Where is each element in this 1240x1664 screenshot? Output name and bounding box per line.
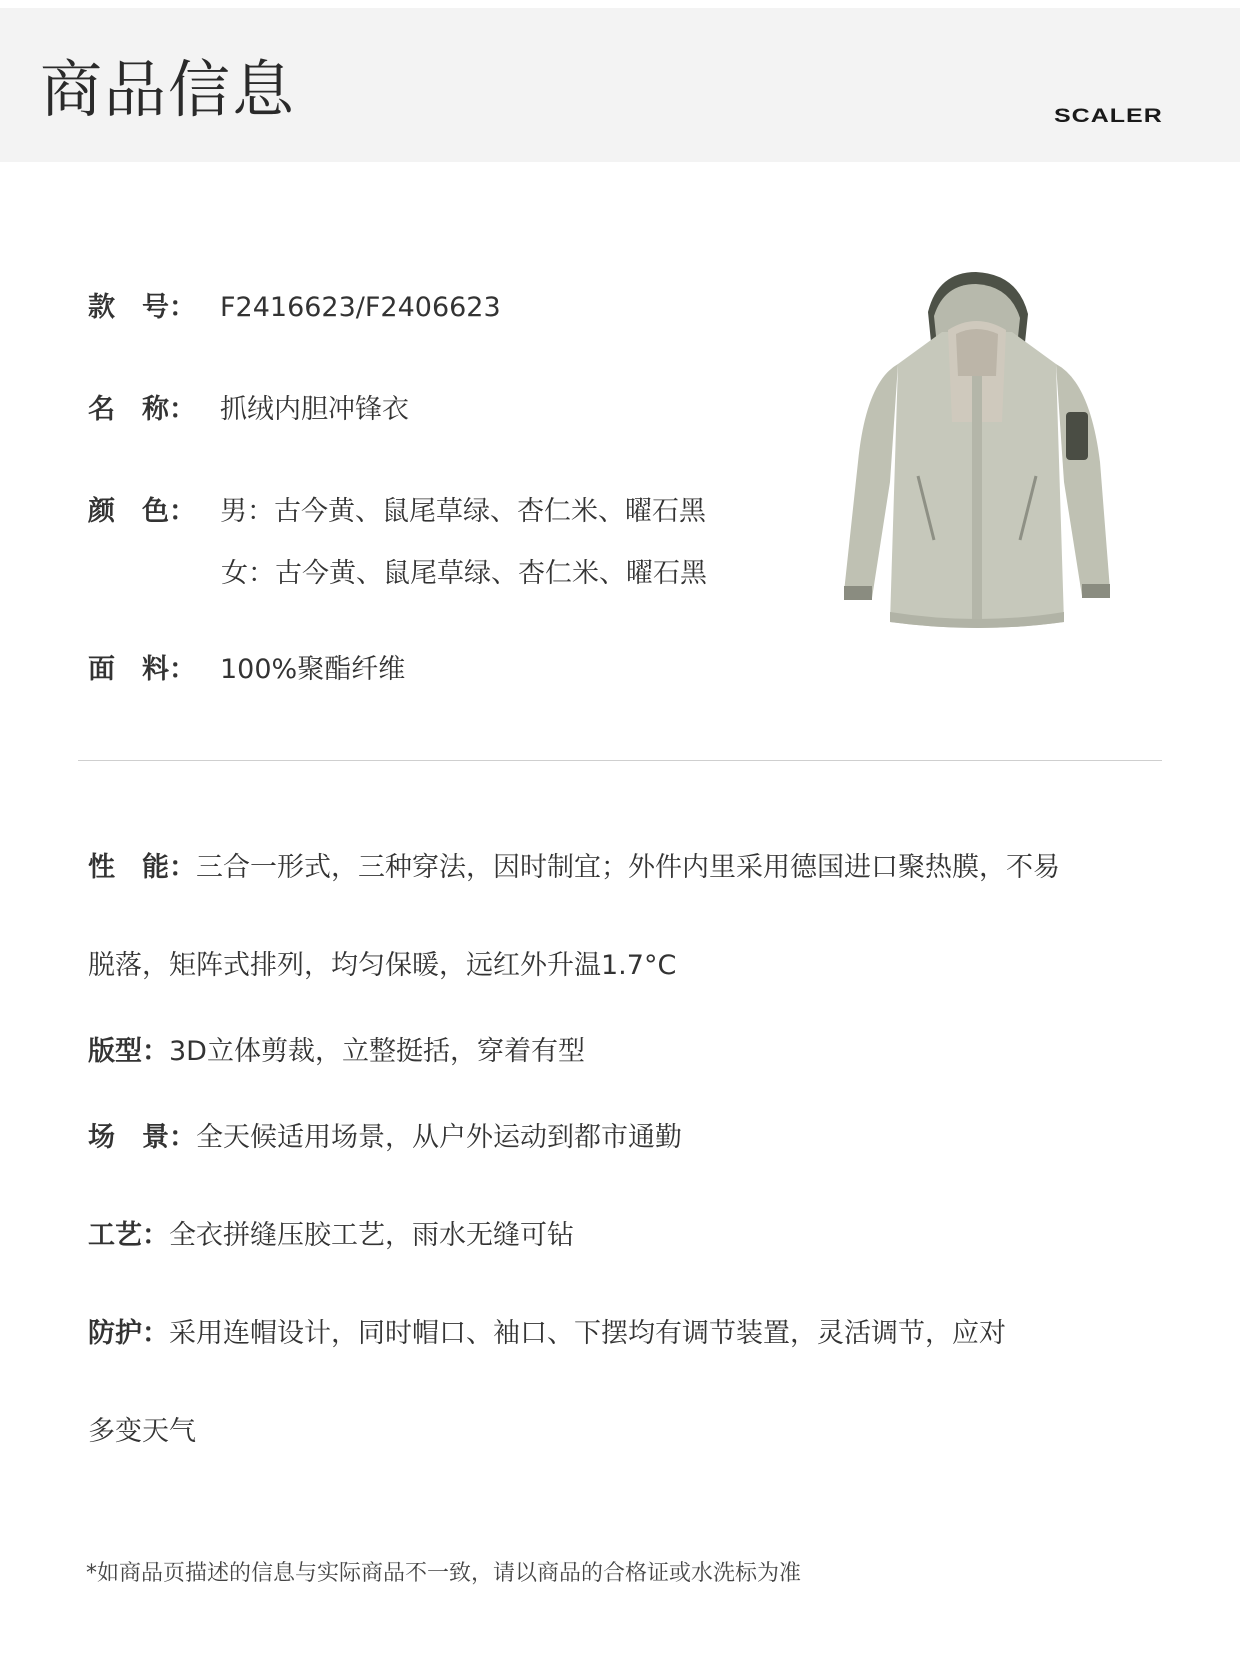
performance-value-line2: 脱落，矩阵式排列，均匀保暖，远红外升温1.7°C [88, 950, 677, 981]
spec-scene [88, 1120, 682, 1156]
protection-label: 防护： [88, 1318, 169, 1349]
page-header [0, 8, 1240, 162]
color-label: 颜 色： [88, 496, 196, 527]
spec-craft [88, 1218, 574, 1254]
scene-label: 场 景： [88, 1122, 196, 1153]
protection-value-line2: 多变天气 [88, 1416, 196, 1447]
info-row-color [88, 494, 706, 530]
jacket-image [838, 272, 1114, 644]
scene-value: 全天候适用场景，从户外运动到都市通勤 [196, 1122, 682, 1153]
brand-logo: SCALER [1054, 105, 1163, 127]
disclaimer-footnote: *如商品页描述的信息与实际商品不一致，请以商品的合格证或水洗标为准 [86, 1561, 802, 1586]
craft-value: 全衣拼缝压胶工艺，雨水无缝可钻 [169, 1220, 574, 1251]
info-row-model [88, 290, 501, 326]
performance-value-line1: 三合一形式，三种穿法，因时制宜；外件内里采用德国进口聚热膜，不易 [196, 852, 1060, 883]
color-value-women: 女：古今黄、鼠尾草绿、杏仁米、曜石黑 [221, 558, 707, 589]
fit-value: 3D立体剪裁，立整挺括，穿着有型 [169, 1036, 585, 1067]
fabric-label: 面 料： [88, 654, 196, 685]
spec-fit [88, 1034, 585, 1070]
section-divider [78, 760, 1162, 761]
page-title: 商品信息 [40, 53, 297, 126]
info-row-fabric [88, 652, 405, 688]
fabric-value: 100%聚酯纤维 [220, 654, 406, 685]
performance-label: 性 能： [88, 852, 196, 883]
name-value: 抓绒内胆冲锋衣 [220, 394, 409, 425]
spec-performance-line1 [88, 850, 1060, 886]
craft-label: 工艺： [88, 1220, 169, 1251]
spec-protection-line1 [88, 1316, 1006, 1352]
color-value-men: 男：古今黄、鼠尾草绿、杏仁米、曜石黑 [220, 496, 706, 527]
info-row-name [88, 392, 409, 428]
model-label: 款 号： [88, 292, 196, 323]
model-value: F2416623/F2406623 [220, 292, 501, 323]
name-label: 名 称： [88, 394, 196, 425]
fit-label: 版型： [88, 1036, 169, 1067]
protection-value-line1: 采用连帽设计，同时帽口、袖口、下摆均有调节装置，灵活调节，应对 [169, 1318, 1006, 1349]
